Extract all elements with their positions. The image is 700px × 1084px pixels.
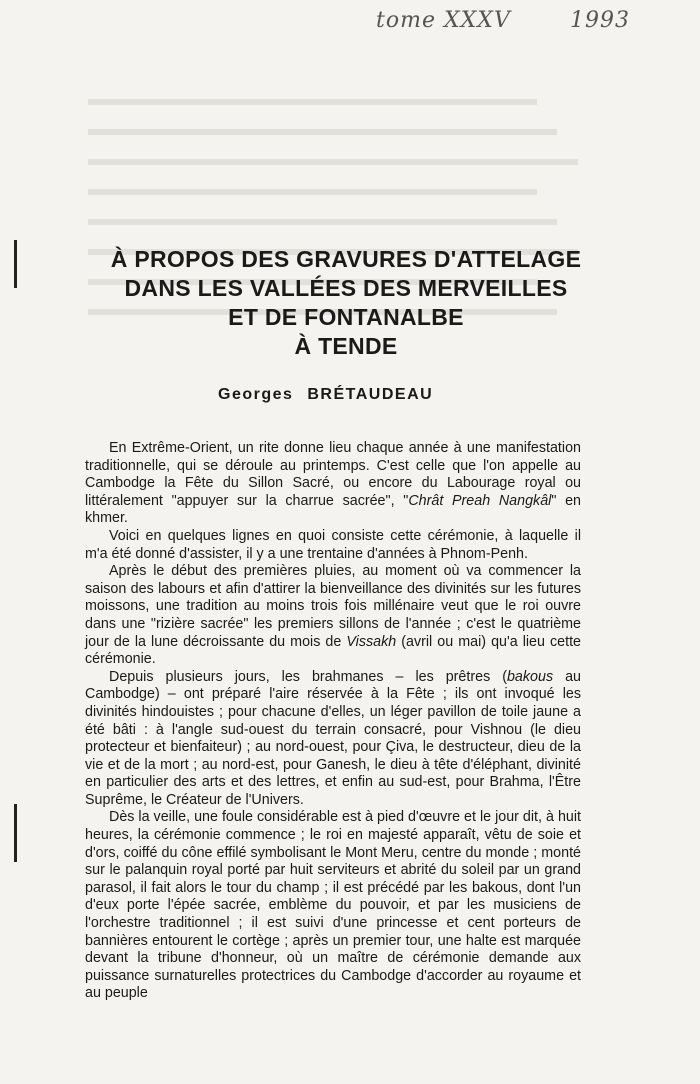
paragraph: En Extrême-Orient, un rite donne lieu chaque année à une manifestation traditionnelle, qui se déroule au printemps. C'est celle que l'on appelle au Cambodge la Fête du Sillon Sacré, ou encore du Labourage royal ou littéralement "appuyer sur la charrue sacrée", "Chrât Preah Nangkâl" en khmer. bbox=[85, 440, 582, 527]
title-line: À PROPOS DES GRAVURES D'ATTELAGE bbox=[110, 246, 582, 272]
article-body bbox=[85, 440, 581, 1003]
article-title bbox=[40, 245, 652, 361]
margin-mark-top bbox=[14, 240, 17, 288]
paragraph: Voici en quelques lignes en quoi consiste cette cérémonie, à laquelle il m'a été donné d'assister, il y a une trentaine d'années à Phnom-Penh. bbox=[85, 527, 581, 562]
author-last-name: BRÉTAUDEAU bbox=[307, 386, 434, 403]
handwritten-volume-note: tome XXXV bbox=[376, 8, 511, 33]
author-name bbox=[218, 386, 433, 404]
paragraph: Depuis plusieurs jours, les brahmanes – les prêtres (bakous au Cambodge) – ont préparé l'aire réservée à la Fête ; ils ont invoqué les divinités hindouistes ; pour chacune d'elles, un léger pavillon de toile jaune a été bâti : à l'angle sud-ouest du terrain consacré, pour Vishnou (le dieu protecteur et bienfaiteur) ; au nord-ouest, pour Çiva, le destructeur, dieu de la vie et de la mort ; au nord-est, pour Ganesh, le dieu à tête d'éléphant, divinité en particulier des arts et des lettres, et enfin au sud-est, pour Brahma, l'Être Suprême, le Créateur de l'Univers. bbox=[85, 668, 581, 808]
paragraph: Dès la veille, une foule considérable est à pied d'œuvre et le jour dit, à huit heures, la cérémonie commence ; le roi en majesté apparaît, vêtu de soie et d'ors, coiffé du cône effilé symbolisant le Mont Meru, centre du monde ; monté sur le palanquin royal porté par huit serviteurs et abrité du soleil par un grand parasol, il fait alors le tour du champ ; il est précédé par les bakous, dont l'un d'eux porte l'épée sacrée, emblème du pouvoir, et par les musiciens de l'orchestre traditionnel ; il est suivi d'une princesse et cent porteurs de bannières entourent le cortège ; après un premier tour, une halte est marquée devant la tribune d'honneur, où un maître de cérémonie demande aux puissance surnaturelles protectrices du Cambodge d'accorder au royaume et au peuple bbox=[85, 809, 581, 1002]
author-first-name: Georges bbox=[218, 386, 294, 403]
margin-mark-bottom bbox=[14, 804, 17, 862]
paragraph: Après le début des premières pluies, au moment où va commencer la saison des labours et afin d'attirer la bienveillance des divinités sur les futures moissons, une tradition au moins trois fois millénaire veut que le roi ouvre dans une "rizière sacrée" les premiers sillons de l'année ; c'est le quatrième jour de la lune décroissante du mois de Vissakh (avril ou mai) qu'a lieu cette cérémonie. bbox=[85, 563, 582, 668]
title-line: ET DE FONTANALBE bbox=[228, 304, 464, 330]
bleed-through-line bbox=[88, 114, 557, 135]
bleed-through-line bbox=[88, 204, 557, 225]
title-line: DANS LES VALLÉES DES MERVEILLES bbox=[124, 275, 568, 301]
bleed-through-line bbox=[88, 84, 537, 105]
handwritten-year-note: 1993 bbox=[570, 8, 630, 33]
bleed-through-line bbox=[88, 174, 537, 195]
title-line: À TENDE bbox=[294, 333, 398, 359]
bleed-through-line bbox=[88, 144, 578, 165]
